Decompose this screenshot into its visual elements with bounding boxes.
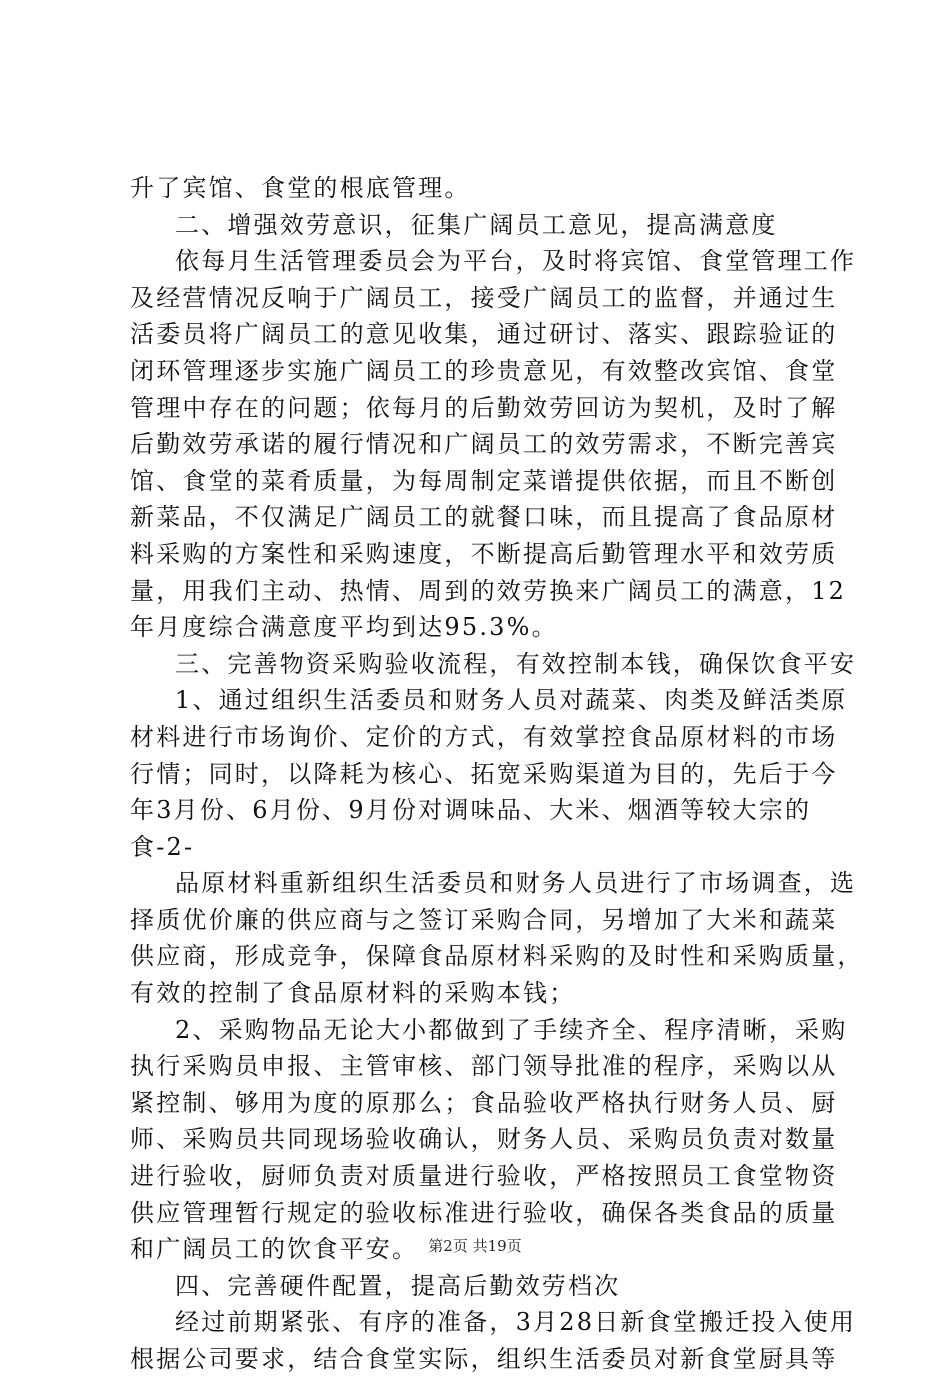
page-number-footer: 第2页 共19页 [428,1237,522,1255]
text-line: 新菜品，不仅满足广阔员工的就餐口味，而且提高了食品原材 [130,503,838,532]
text-line: 活委员将广阔员工的意见收集，通过研讨、落实、跟踪验证的 [130,320,838,349]
text-line: 供应管理暂行规定的验收标准进行验收，确保各类食品的质量 [130,1198,838,1227]
document-body [130,170,864,1378]
paragraph-first-line: 品原材料重新组织生活委员和财务人员进行了市场调查，选 [175,869,857,898]
text-line: 闭环管理逐步实施广阔员工的珍贵意见，有效整改宾馆、食堂 [130,356,838,385]
paragraph-first-line: 1、通过组织生活委员和财务人员对蔬菜、肉类及鲜活类原 [175,686,848,715]
text-line: 根据公司要求，结合食堂实际，组织生活委员对新食堂厨具等 [130,1345,838,1373]
text-line: 供应商，形成竞争，保障食品原材料采购的及时性和采购质量， [130,942,864,971]
section-heading: 四、完善硬件配置，提高后勤效劳档次 [175,1271,621,1300]
text-line: 管理中存在的问题；依每月的后勤效劳回访为契机，及时了解 [130,393,838,422]
text-line: 择质优价廉的供应商与之签订采购合同，另增加了大米和蔬菜 [130,905,838,934]
section-heading: 三、完善物资采购验收流程，有效控制本钱，确保饮食平安 [175,649,857,678]
text-line: 行情；同时，以降耗为核心、拓宽采购渠道为目的，先后于今 [130,759,838,788]
text-line: 进行验收，厨师负责对质量进行验收，严格按照员工食堂物资 [130,1162,838,1191]
text-line: 食-2- [130,832,195,861]
text-line: 及经营情况反响于广阔员工，接受广阔员工的监督，并通过生 [130,283,838,312]
text-line: 师、采购员共同现场验收确认，财务人员、采购员负责对数量 [130,1125,838,1154]
paragraph-first-line: 经过前期紧张、有序的准备，3月28日新食堂搬迁投入使用 [175,1308,857,1337]
paragraph-first-line: 依每月生活管理委员会为平台，及时将宾馆、食堂管理工作 [175,247,857,276]
text-line: 和广阔员工的饮食平安。 [130,1235,419,1264]
text-line: 馆、食堂的菜肴质量，为每周制定菜谱提供依据，而且不断创 [130,466,838,495]
text-line: 升了宾馆、食堂的根底管理。 [130,174,471,202]
text-line: 紧控制、够用为度的原那么；食品验收严格执行财务人员、厨 [130,1088,838,1117]
text-line: 年3月份、6月份、9月份对调味品、大米、烟酒等较大宗的 [130,796,812,825]
text-line: 量，用我们主动、热情、周到的效劳换来广阔员工的满意，12 [130,576,847,605]
text-line: 有效的控制了食品原材料的采购本钱； [130,979,576,1008]
text-line: 年月度综合满意度平均到达95.3%。 [130,613,558,642]
text-line: 料采购的方案性和采购速度，不断提高后勤管理水平和效劳质 [130,539,838,568]
paragraph-first-line: 2、采购物品无论大小都做到了手续齐全、程序清晰，采购 [175,1015,848,1044]
text-line: 后勤效劳承诺的履行情况和广阔员工的效劳需求，不断完善宾 [130,430,838,459]
section-heading: 二、增强效劳意识，征集广阔员工意见，提高满意度 [175,210,778,239]
text-line: 材料进行市场询价、定价的方式，有效掌控食品原材料的市场 [130,722,838,751]
text-line: 执行采购员申报、主管审核、部门领导批准的程序，采购以从 [130,1052,838,1081]
